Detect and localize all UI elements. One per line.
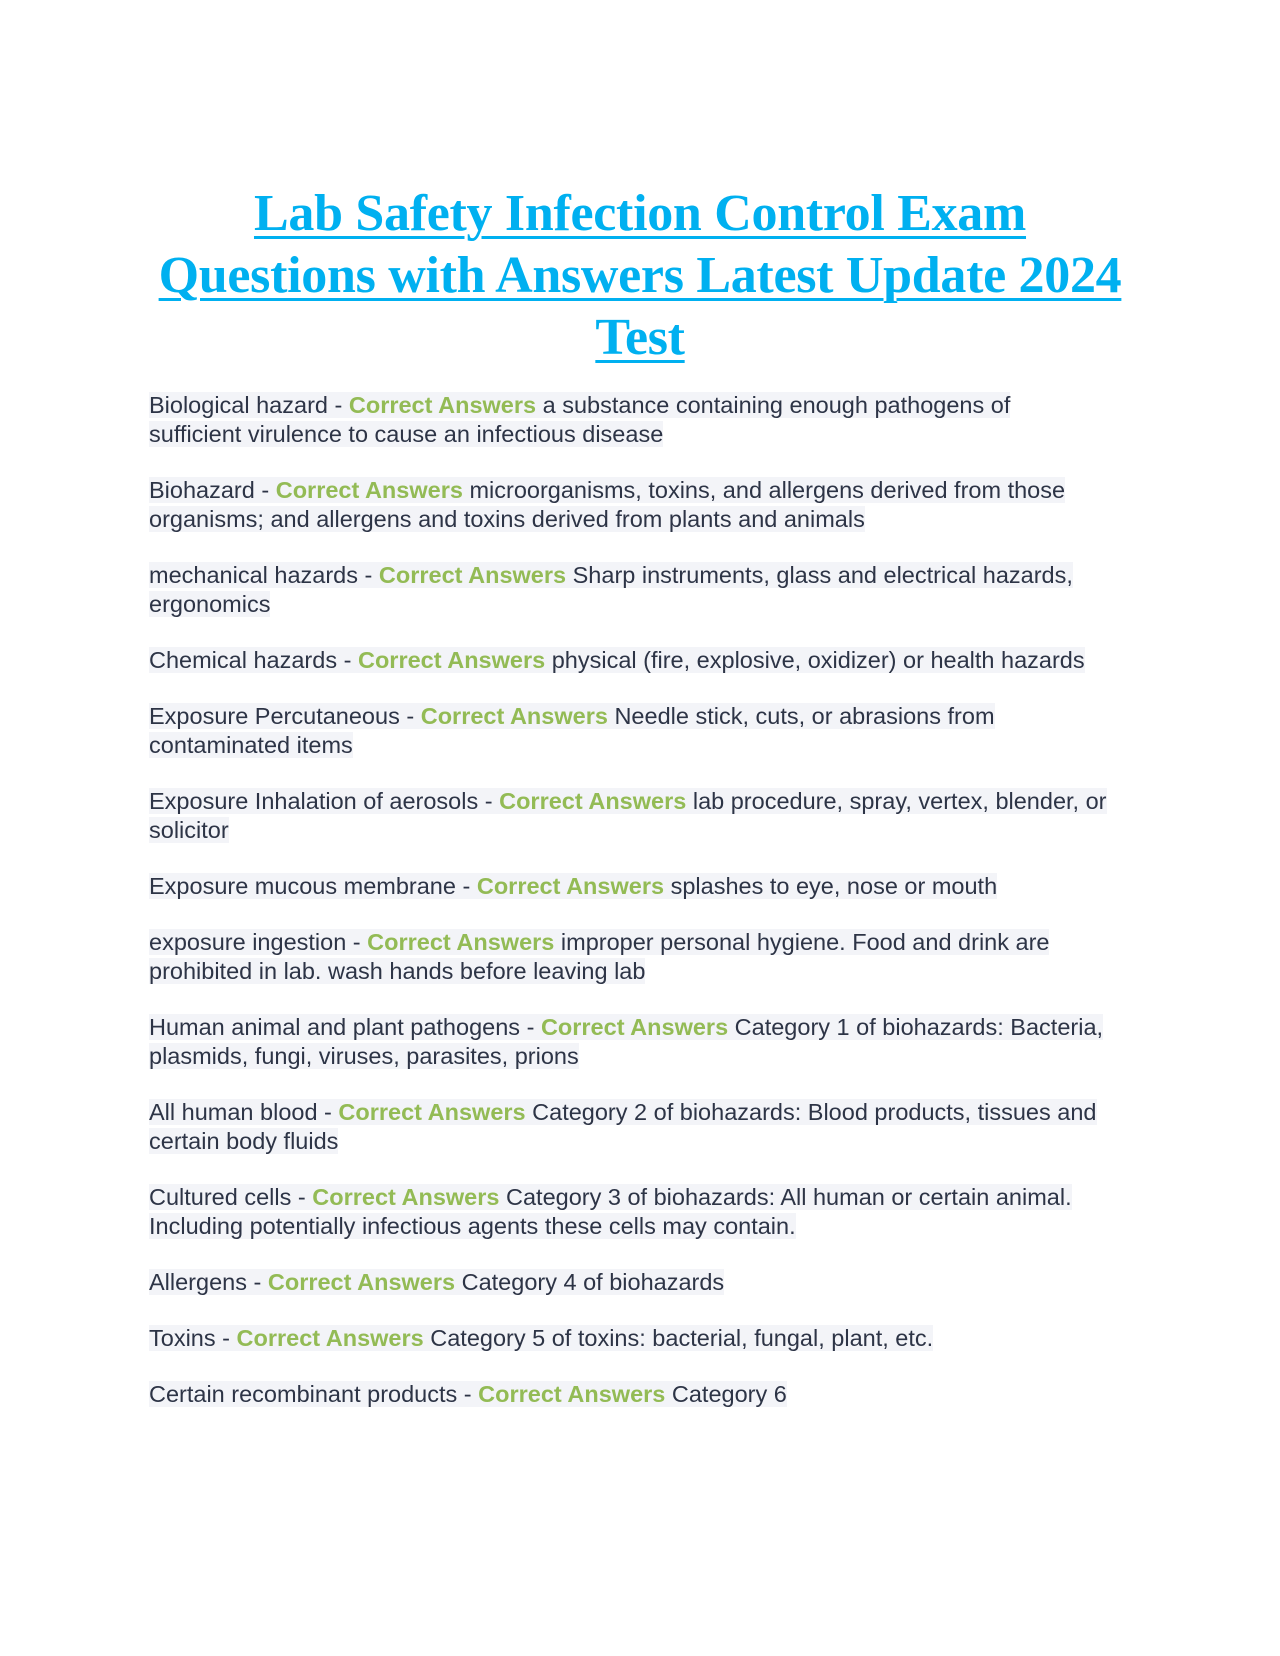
correct-answers-label: Correct Answers xyxy=(275,477,463,503)
answer: Category 5 of toxins: bacterial, fungal, plant, etc. xyxy=(430,1325,934,1351)
qa-text xyxy=(149,788,1107,843)
term: Allergens xyxy=(149,1269,247,1295)
correct-answers-label: Correct Answers xyxy=(540,1014,729,1040)
qa-item xyxy=(149,391,1109,449)
term: Exposure Percutaneous xyxy=(149,703,400,729)
separator: - xyxy=(478,788,500,814)
term: Cultured cells xyxy=(149,1184,292,1210)
term: Human animal and plant pathogens xyxy=(149,1014,521,1040)
separator: - xyxy=(327,392,349,418)
term: Certain recombinant products xyxy=(149,1381,458,1407)
answer: Category 2 of biohazards: Blood products, tissues and certain body fluids xyxy=(149,1099,1097,1154)
separator: - xyxy=(215,1325,237,1351)
answer: physical (fire, explosive, oxidizer) or health hazards xyxy=(551,647,1085,673)
term: Exposure mucous membrane xyxy=(149,873,456,899)
qa-text xyxy=(149,929,1049,984)
answer: splashes to eye, nose or mouth xyxy=(670,873,998,899)
answer: Sharp instruments, glass and electrical hazards, ergonomics xyxy=(149,562,1073,617)
qa-text xyxy=(149,392,1010,447)
separator: - xyxy=(346,929,368,955)
correct-answers-label: Correct Answers xyxy=(357,647,546,673)
answer: lab procedure, spray, vertex, blender, or solicitor xyxy=(149,788,1107,843)
correct-answers-label: Correct Answers xyxy=(312,1184,500,1210)
term: exposure ingestion xyxy=(149,929,347,955)
correct-answers-label: Correct Answers xyxy=(367,929,555,955)
qa-item xyxy=(149,1013,1109,1071)
qa-text xyxy=(149,1014,1103,1069)
correct-answers-label: Correct Answers xyxy=(476,873,665,899)
qa-item xyxy=(149,1380,1109,1409)
qa-text xyxy=(149,1381,787,1407)
separator: - xyxy=(246,1269,268,1295)
answer: Category 3 of biohazards: All human or certain animal. Including potentially infectious agents these cells may contain. xyxy=(149,1184,1072,1239)
qa-item xyxy=(149,702,1109,760)
qa-list xyxy=(149,391,1109,1436)
correct-answers-label: Correct Answers xyxy=(420,703,608,729)
qa-item xyxy=(149,872,1109,901)
document-title[interactable]: Lab Safety Infection Control Exam Questions with Answers Latest Update 2024 Test xyxy=(158,184,1122,366)
correct-answers-label: Correct Answers xyxy=(236,1325,424,1351)
term: mechanical hazards xyxy=(149,562,358,588)
term: Toxins xyxy=(149,1325,216,1351)
answer: microorganisms, toxins, and allergens derived from those organisms; and allergens and toxins derived from plants and animals xyxy=(149,477,1066,532)
term: Biohazard xyxy=(149,477,255,503)
qa-item xyxy=(149,646,1109,675)
separator: - xyxy=(337,647,358,673)
qa-item xyxy=(149,787,1109,845)
answer: Category 1 of biohazards: Bacteria, plasmids, fungi, viruses, parasites, prions xyxy=(149,1014,1104,1069)
qa-text xyxy=(149,1184,1072,1239)
correct-answers-label: Correct Answers xyxy=(378,562,567,588)
term: Exposure Inhalation of aerosols xyxy=(149,788,479,814)
qa-item xyxy=(149,928,1109,986)
separator: - xyxy=(254,477,276,503)
qa-item xyxy=(149,1268,1109,1297)
answer: Category 4 of biohazards xyxy=(461,1269,725,1295)
qa-text xyxy=(149,477,1065,532)
term: Biological hazard xyxy=(149,392,328,418)
term: All human blood xyxy=(149,1099,318,1125)
separator: - xyxy=(317,1099,339,1125)
qa-item xyxy=(149,1324,1109,1353)
separator: - xyxy=(520,1014,541,1040)
separator: - xyxy=(358,562,379,588)
qa-text xyxy=(149,1099,1097,1154)
qa-item xyxy=(149,1098,1109,1156)
qa-item xyxy=(149,1183,1109,1241)
correct-answers-label: Correct Answers xyxy=(338,1099,526,1125)
qa-text xyxy=(149,873,997,899)
answer: a substance containing enough pathogens of sufficient virulence to cause an infectious disease xyxy=(149,392,1011,447)
answer: Needle stick, cuts, or abrasions from contaminated items xyxy=(149,703,995,758)
qa-text xyxy=(149,1325,933,1351)
qa-text xyxy=(149,1269,724,1295)
correct-answers-label: Correct Answers xyxy=(499,788,687,814)
qa-text xyxy=(149,562,1073,617)
separator: - xyxy=(457,1381,479,1407)
separator: - xyxy=(399,703,421,729)
qa-item xyxy=(149,561,1109,619)
answer: Category 6 xyxy=(671,1381,787,1407)
answer: improper personal hygiene. Food and drink are prohibited in lab. wash hands before leaving lab xyxy=(149,929,1050,984)
qa-item xyxy=(149,476,1109,534)
qa-text xyxy=(149,647,1085,673)
correct-answers-label: Correct Answers xyxy=(478,1381,666,1407)
separator: - xyxy=(291,1184,313,1210)
qa-text xyxy=(149,703,995,758)
correct-answers-label: Correct Answers xyxy=(348,392,537,418)
correct-answers-label: Correct Answers xyxy=(267,1269,456,1295)
separator: - xyxy=(455,873,477,899)
term: Chemical hazards xyxy=(149,647,338,673)
